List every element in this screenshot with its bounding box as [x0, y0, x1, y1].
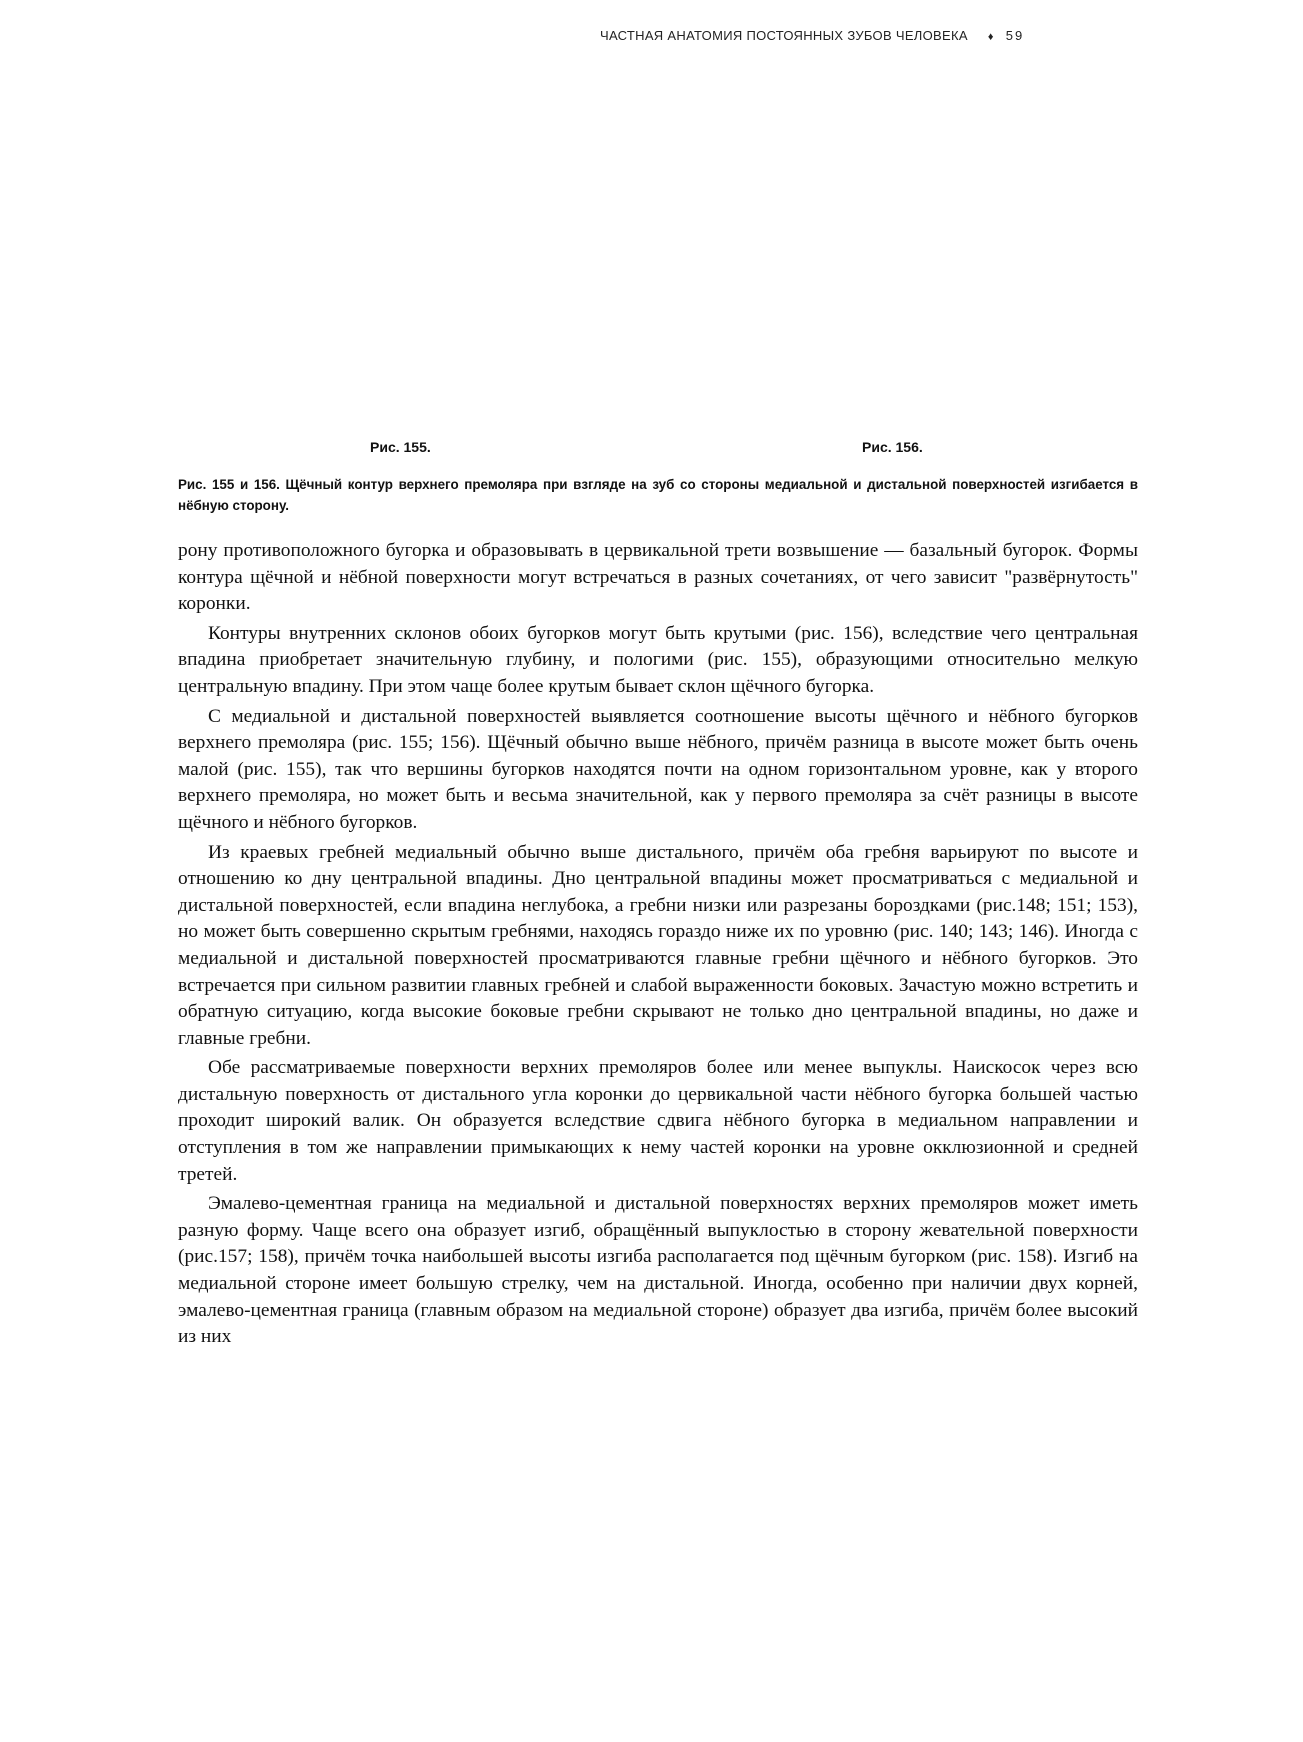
figure-label-156: Рис. 156. [862, 439, 923, 455]
paragraph: Эмалево-цементная граница на медиальной и дистальной поверхностях верхних премоляров может иметь разную форму. Чаще всего она образует изгиб, обращённый выпуклостью в сторону жевательной поверхности (рис.157; 158), причём точка наибольшей высоты изгиба располагается под щёчным бугорком (рис. 158). Изгиб на медиальной стороне имеет большую стрелку, чем на дистальной. Иногда, особенно при наличии двух корней, эмалево-цементная граница (главным образом на медиальной стороне) образует два изгиба, причём более высокий из них [178, 1193, 1138, 1348]
paragraph: Контуры внутренних склонов обоих бугорков могут быть крутыми (рис. 156), вследствие чего центральная впадина приобретает значительную глубину, и пологими (рис. 155), образующими относительно мелкую центральную впадину. При этом чаще более крутым бывает склон щёчного бугорка. [178, 622, 1138, 697]
paragraph: рону противоположного бугорка и образовывать в цервикальной трети возвышение — базальный бугорок. Формы контура щёчной и нёбной поверхности могут встречаться в разных сочетаниях, от чего зависит "развёрнутость" коронки. [178, 540, 1138, 615]
running-title: ЧАСТНАЯ АНАТОМИЯ ПОСТОЯННЫХ ЗУБОВ ЧЕЛОВЕКА [600, 28, 968, 43]
figure-area [178, 60, 1138, 430]
figure-label-155: Рис. 155. [370, 439, 431, 455]
paragraph: Обе рассматриваемые поверхности верхних премоляров более или менее выпуклы. Наискосок через всю дистальную поверхность от дистального угла коронки до цервикальной части нёбного бугорка большей частью проходит широкий валик. Он образуется вследствие сдвига нёбного бугорка в медиальном направлении и отступления в том же направлении примыкающих к нему частей коронки на уровне окклюзионной и средней третей. [178, 1057, 1138, 1185]
running-header [600, 28, 1160, 43]
paragraph: Из краевых гребней медиальный обычно выше дистального, причём оба гребня варьируют по высоте и отношению ко дну центральной впадины. Дно центральной впадины может просматриваться с медиальной и дистальной поверхностей, если впадина неглубока, а гребни низки или разрезаны бороздками (рис.148; 151; 153), но может быть совершенно скрытым гребнями, находясь гораздо ниже их по уровню (рис. 140; 143; 146). Иногда с медиальной и дистальной поверхностей просматриваются главные гребни щёчного и нёбного бугорков. Это встречается при сильном развитии главных гребней и слабой выраженности боковых. Зачастую можно встретить и обратную ситуацию, когда высокие боковые гребни скрывают не только дно центральной впадины, но даже и главные гребни. [178, 841, 1138, 1049]
diamond-separator-icon: ♦ [987, 31, 994, 43]
paragraph: С медиальной и дистальной поверхностей выявляется соотношение высоты щёчного и нёбного бугорков верхнего премоляра (рис. 155; 156). Щёчный обычно выше нёбного, причём разница в высоте может быть очень малой (рис. 155), так что вершины бугорков находятся почти на одном горизонтальном уровне, как у второго верхнего премоляра, но может быть и весьма значительной, как у первого премоляра за счёт разницы в высоте щёчного и нёбного бугорков. [178, 705, 1138, 833]
body-text [178, 538, 1138, 1354]
figure-caption: Рис. 155 и 156. Щёчный контур верхнего премоляра при взгляде на зуб со стороны медиальной и дистальной поверхностей изгибается в нёбную сторону. [178, 477, 1138, 513]
page-number: 59 [1005, 28, 1025, 43]
